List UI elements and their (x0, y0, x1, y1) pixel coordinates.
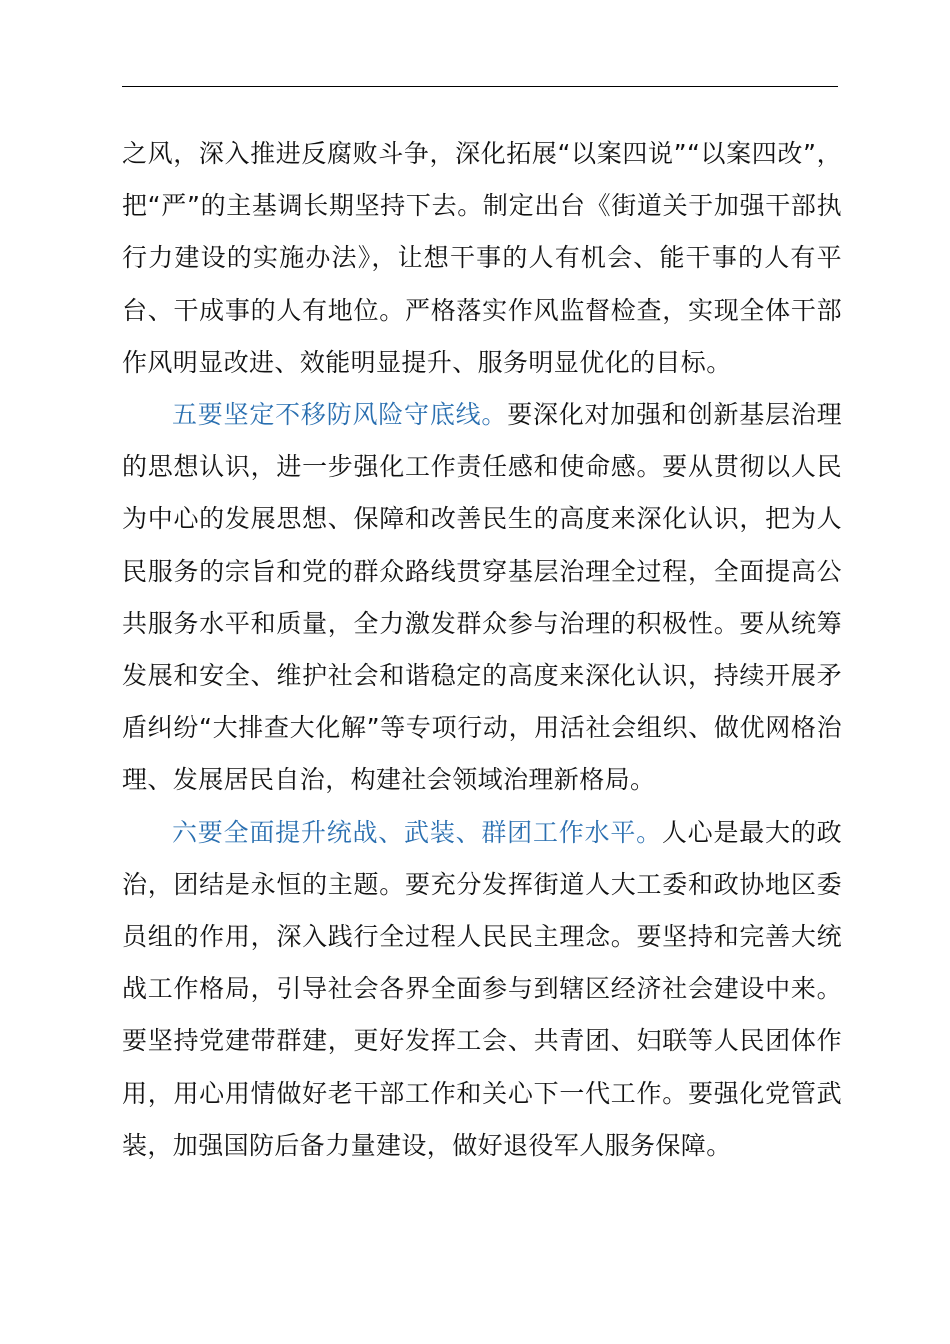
header-rule (122, 86, 838, 87)
paragraph-text: 之风，深入推进反腐败斗争，深化拓展“以案四说”“以案四改”，把“严”的主基调长期坚持下去。制定出台《街道关于加强干部执行力建设的实施办法》，让想干事的人有机会、能干事的人有平台、干成事的人有地位。严格落实作风监督检查，实现全体干部作风明显改进、效能明显提升、服务明显优化的目标。 (122, 139, 842, 377)
paragraph-text: 人心是最大的政治，团结是永恒的主题。要充分发挥街道人大工委和政协地区委员组的作用，深入践行全过程人民民主理念。要坚持和完善大统战工作格局，引导社会各界全面参与到辖区经济社会建设中来。要坚持党建带群建，更好发挥工会、共青团、妇联等人民团体作用，用心用情做好老干部工作和关心下一代工作。要强化党管武装，加强国防后备力量建设，做好退役军人服务保障。 (122, 817, 842, 1160)
paragraph-section-five (122, 389, 842, 807)
paragraph-section-six (122, 807, 842, 1172)
paragraph-continuation (122, 128, 842, 389)
section-heading: 六要全面提升统战、武装、群团工作水平。 (172, 817, 662, 847)
document-body (122, 128, 842, 1172)
paragraph-text: 要深化对加强和创新基层治理的思想认识，进一步强化工作责任感和使命感。要从贯彻以人民为中心的发展思想、保障和改善民生的高度来深化认识，把为人民服务的宗旨和党的群众路线贯穿基层治理全过程，全面提高公共服务水平和质量，全力激发群众参与治理的积极性。要从统筹发展和安全、维护社会和谐稳定的高度来深化认识，持续开展矛盾纠纷“大排查大化解”等专项行动，用活社会组织、做优网格治理、发展居民自治，构建社会领域治理新格局。 (122, 400, 843, 795)
section-heading: 五要坚定不移防风险守底线。 (172, 400, 508, 430)
